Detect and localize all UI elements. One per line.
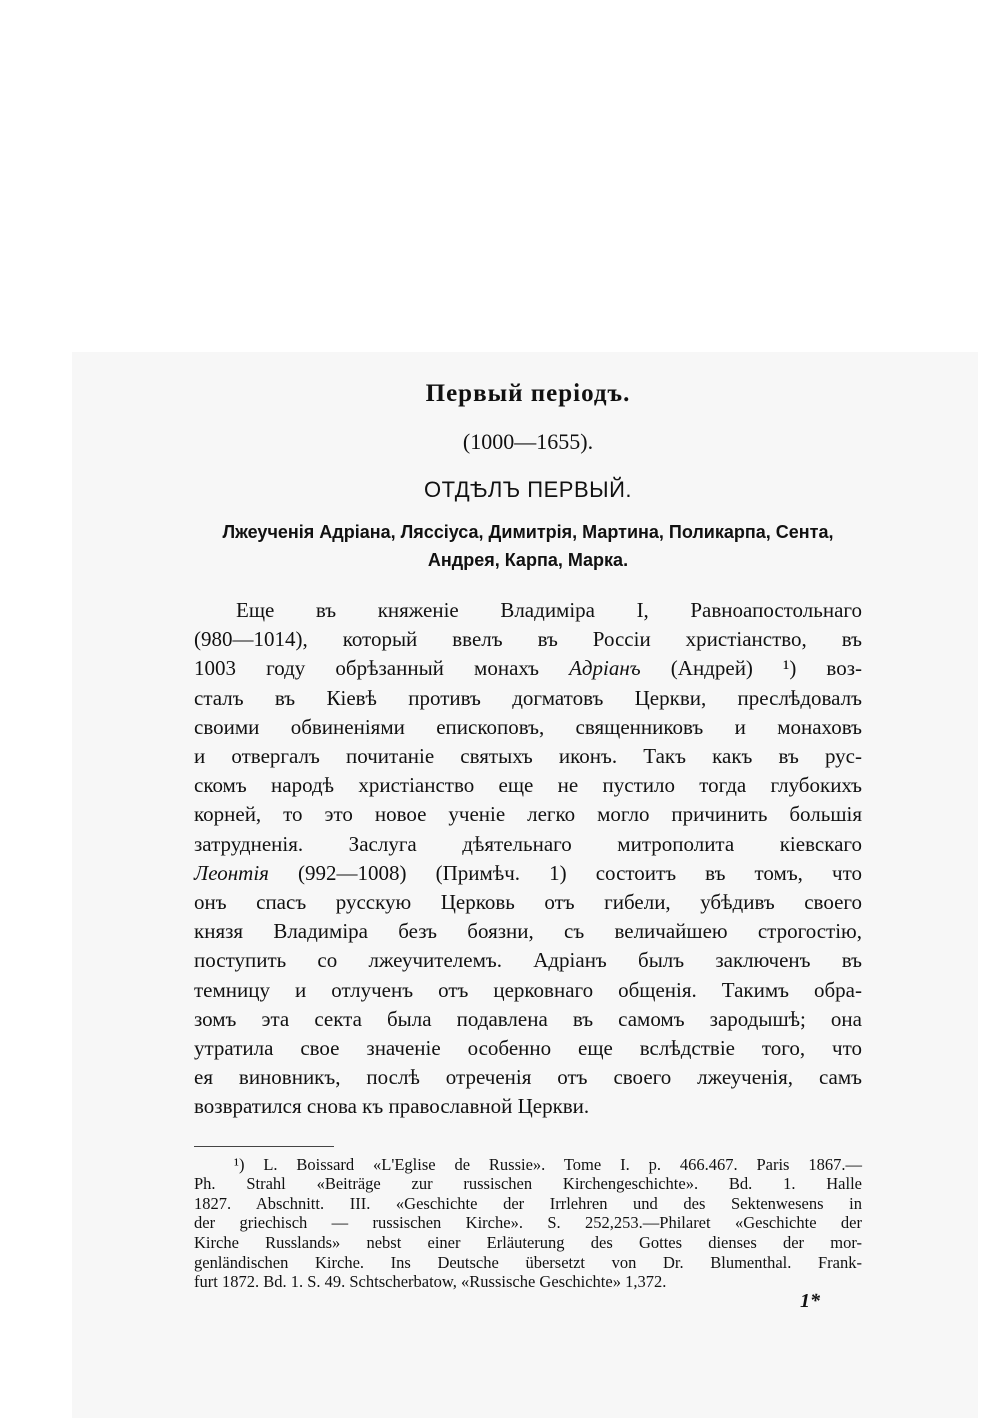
- book-page: [194, 376, 862, 1292]
- name-adrian: Адріанъ: [569, 656, 641, 681]
- text-line: темницу и отлученъ отъ церковнаго общенія. Такимъ обра-: [194, 977, 862, 1002]
- text-line: возвратился снова къ православной Церкви.: [194, 1094, 590, 1119]
- text-fragment: (Андрей) ¹) воз-: [640, 656, 862, 681]
- text-line: корней, то это новое ученіе легко могло причинить большія: [194, 802, 862, 827]
- subtitle-line: Андрея, Карпа, Марка.: [427, 550, 629, 570]
- subtitle-line: Лжеученія Адріана, Ляссіуса, Димитрія, Мартина, Поликарпа, Сента,: [222, 522, 834, 542]
- footnote-line: furt 1872. Bd. 1. S. 49. Schtscherbatow, «Russische Geschichte» 1,372.: [194, 1272, 667, 1292]
- text-line: затрудненія. Заслуга дѣятельнаго митрополита кіевскаго: [194, 831, 862, 856]
- text-line: [194, 859, 862, 888]
- footnote-line: genländischen Kirche. Ins Deutsche übersetzt von Dr. Blumenthal. Frank-: [194, 1252, 862, 1272]
- text-line: сталъ въ Кіевѣ противъ догматовъ Церкви, преслѣдовалъ: [194, 685, 862, 710]
- text-line: [194, 654, 862, 683]
- name-leontiy: Леонтія: [194, 860, 269, 885]
- period-years: (1000—1655).: [462, 429, 594, 454]
- text-fragment: (992—1008) (Примѣч. 1) состоитъ въ томъ, что: [268, 860, 862, 885]
- text-line: (980—1014), который ввелъ въ Россіи христіанство, въ: [194, 627, 862, 652]
- text-line: Еще въ княженіе Владиміра I, Равноапостольнаго: [236, 598, 862, 622]
- footnote-divider: [194, 1146, 334, 1147]
- text-line: ея виновникъ, послѣ отреченія отъ своего лжеученія, самъ: [194, 1065, 862, 1090]
- text-line: и отвергалъ почитаніе святыхъ иконъ. Такъ какъ въ рус-: [194, 744, 862, 769]
- text-line: князя Владиміра безъ боязни, съ величайшею строгостію,: [194, 919, 862, 944]
- text-line: своими обвиненіями епископовъ, священниковъ и монаховъ: [194, 714, 862, 739]
- section-heading: ОТДѢЛЪ ПЕРВЫЙ.: [423, 477, 633, 502]
- footnote-line: der griechisch — russischen Kirche». S. 252,253.—Philaret «Geschichte der: [194, 1213, 862, 1233]
- text-line: онъ спасъ русскую Церковь отъ гибели, убѣдивъ своего: [194, 890, 862, 915]
- footnote-line: 1827. Abschnitt. III. «Geschichte der Irrlehren und des Sektenwesens in: [194, 1193, 862, 1213]
- period-title: Первый періодъ.: [425, 380, 631, 407]
- section-subtitle: [194, 518, 862, 574]
- text-line: скомъ народѣ христіанство еще не пустило тогда глубокихъ: [194, 773, 862, 798]
- footnote: [194, 1155, 862, 1292]
- footnote-line: ¹) L. Boissard «L'Eglise de Russie». Tome I. p. 466.467. Paris 1867.—: [234, 1154, 862, 1174]
- text-line: утратила свое значеніе особенно еще вслѣдствіе того, что: [194, 1036, 862, 1061]
- printer-signature-mark: 1*: [800, 1290, 820, 1312]
- text-line: поступить со лжеучителемъ. Адріанъ былъ заключенъ въ: [194, 948, 862, 973]
- footnote-line: Kirche Russlands» nebst einer Erläuterung des Gottes dienses der mor-: [194, 1233, 862, 1253]
- footnote-line: Ph. Strahl «Beiträge zur russischen Kirchengeschichte». Bd. 1. Halle: [194, 1174, 862, 1194]
- text-fragment: 1003 году обрѣзанный монахъ: [194, 656, 570, 681]
- main-paragraph: [194, 596, 862, 1122]
- text-line: зомъ эта секта была подавлена въ самомъ зародышѣ; она: [194, 1006, 862, 1031]
